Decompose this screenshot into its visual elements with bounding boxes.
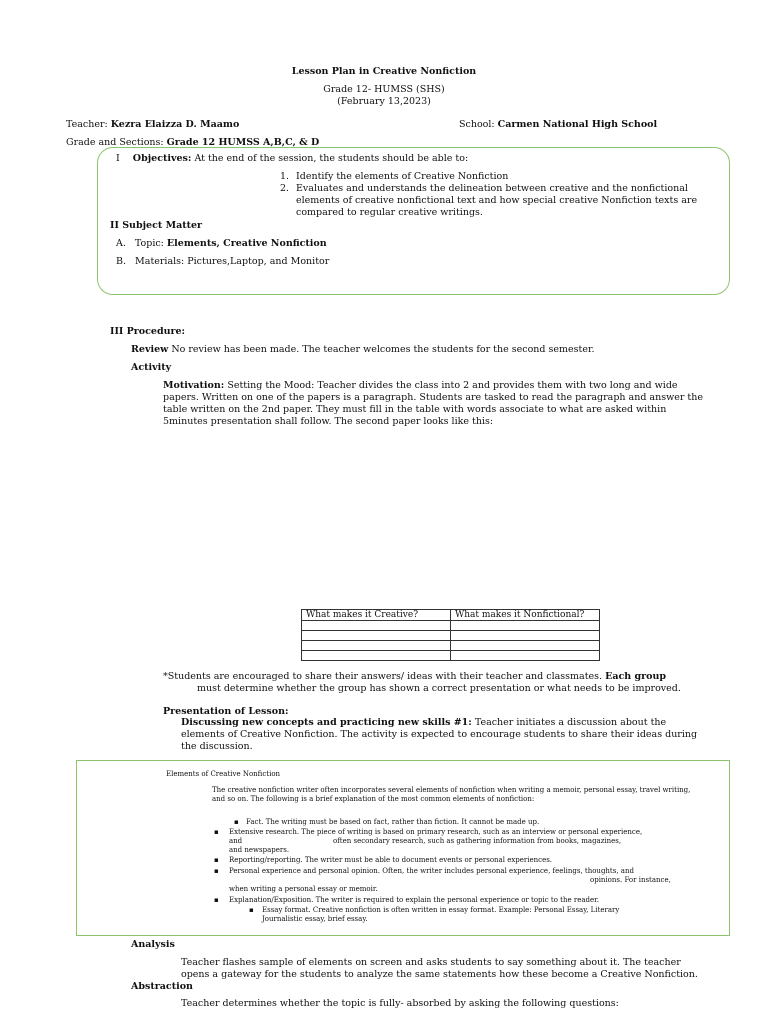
table-cell xyxy=(451,621,600,631)
share-line-2: must determine whether the group has shown a correct presentation or what needs to be improved. xyxy=(197,683,681,694)
analysis-text-2: opens a gateway for the students to analyze the same statements how these become a Creative Nonfiction. xyxy=(181,969,698,980)
list-item-research xyxy=(214,828,643,837)
motivation-paragraph xyxy=(163,380,703,428)
research-text-1: Extensive research. The piece of writing is based on primary research, such as an interview or personal experience, xyxy=(229,828,643,836)
analysis-heading: Analysis xyxy=(131,939,175,950)
date-line: (February 13,2023) xyxy=(337,96,431,107)
objective-item-1: Identify the elements of Creative Nonfiction xyxy=(296,171,509,182)
personal-text-2: opinions. For instance, xyxy=(590,876,671,884)
table-cell xyxy=(451,651,600,661)
bullet-icon: ▪ xyxy=(214,896,219,904)
objectives-line xyxy=(116,153,468,164)
table-cell xyxy=(302,651,451,661)
explanation-text: Explanation/Exposition. The writer is required to explain the personal experience or topic to the reader. xyxy=(229,896,599,904)
research-text-2: often secondary research, such as gathering information from books, magazines, xyxy=(333,837,622,845)
topic-line xyxy=(116,238,327,249)
review-label: Review xyxy=(131,344,169,355)
motivation-text: Setting the Mood: Teacher divides the class into 2 and provides them with two long and wide papers. Written on one of the papers is a paragraph. Students are tasked to read the paragraph and answer the table written on the 2nd paper. They must fill in the table with words associate to what are asked within 5minutes presentation shall follow. The second paper looks like this: xyxy=(163,380,703,427)
presentation-heading: Presentation of Lesson: xyxy=(163,706,289,717)
topic-marker: A. xyxy=(116,238,126,249)
topic-label: Topic: xyxy=(134,238,164,249)
elements-heading: Elements of Creative Nonfiction xyxy=(166,770,281,778)
table-row xyxy=(302,641,600,651)
table-cell xyxy=(302,621,451,631)
table-row xyxy=(302,621,600,631)
objective-number-1: 1. xyxy=(280,171,290,182)
grade-value: Grade 12 HUMSS A,B,C, & D xyxy=(166,137,320,148)
discussing-text: Teacher initiates a discussion about the elements of Creative Nonfiction. The activity is expected to encourage students to share their ideas during the discussion. xyxy=(181,717,698,752)
grade-line: Grade 12- HUMSS (SHS) xyxy=(323,84,445,95)
bullet-icon: ▪ xyxy=(214,867,219,875)
table-row xyxy=(302,631,600,641)
school-label: School: xyxy=(459,119,495,130)
research-text-3: and newspapers. xyxy=(229,846,290,854)
topic-value: Elements, Creative Nonfiction xyxy=(166,238,327,249)
table-cell xyxy=(302,631,451,641)
procedure-heading: III Procedure: xyxy=(110,326,186,337)
materials-line xyxy=(116,256,329,267)
list-item-essay xyxy=(249,906,620,915)
review-line xyxy=(131,344,594,355)
school-name: Carmen National High School xyxy=(497,119,658,130)
grade-label: Grade and Sections: xyxy=(66,137,164,148)
materials-text: Materials: Pictures,Laptop, and Monitor xyxy=(135,256,330,267)
school-line xyxy=(459,119,657,130)
teacher-name: Kezra Elaizza D. Maamo xyxy=(110,119,240,130)
materials-marker: B. xyxy=(116,256,127,267)
objective-number-2: 2. xyxy=(280,183,290,194)
reporting-text: Reporting/reporting. The writer must be able to document events or personal experiences. xyxy=(229,856,553,864)
share-bold: Each group xyxy=(605,671,667,682)
table-cell xyxy=(451,641,600,651)
bullet-icon: ▪ xyxy=(234,818,239,826)
discussing-label: Discussing new concepts and practicing new skills #1: xyxy=(181,717,472,728)
elements-intro: The creative nonfiction writer often incorporates several elements of nonfiction when writing a memoir, personal essay, travel writing, and so on. The following is a brief explanation of the most common elements of nonfiction: xyxy=(212,786,691,803)
teacher-line xyxy=(66,119,239,130)
table-row xyxy=(302,651,600,661)
bullet-icon: ▪ xyxy=(214,828,219,836)
table-cell xyxy=(302,641,451,651)
review-text: No review has been made. The teacher welcomes the students for the second semester. xyxy=(171,344,595,355)
essay-text-1: Essay format. Creative nonfiction is often written in essay format. Example: Personal Essay, Literary xyxy=(262,906,620,914)
bullet-icon: ▪ xyxy=(214,856,219,864)
table-header-creative: What makes it Creative? xyxy=(302,610,451,621)
personal-text-3: when writing a personal essay or memoir. xyxy=(229,885,378,893)
table-header-nonfictional: What makes it Nonfictional? xyxy=(451,610,600,621)
activity-heading: Activity xyxy=(131,362,172,373)
motivation-label: Motivation: xyxy=(163,380,225,391)
table-cell xyxy=(451,631,600,641)
objectives-intro: At the end of the session, the students should be able to: xyxy=(194,153,469,164)
share-line-1 xyxy=(163,671,703,682)
table-header-row xyxy=(302,610,600,621)
essay-text-2: Journalistic essay, brief essay. xyxy=(262,915,368,923)
bullet-icon: ▪ xyxy=(249,906,254,914)
creative-nonfiction-table xyxy=(301,609,600,661)
share-text-1: *Students are encouraged to share their answers/ ideas with their teacher and classmates. xyxy=(163,671,603,682)
list-item-personal xyxy=(214,867,634,876)
subject-matter-heading: II Subject Matter xyxy=(110,220,203,231)
document-title: Lesson Plan in Creative Nonfiction xyxy=(291,66,477,77)
list-item-fact xyxy=(234,818,540,827)
objectives-label: Objectives: xyxy=(132,153,192,164)
personal-text-1: Personal experience and personal opinion. Often, the writer includes personal experience, feelings, thoughts, and xyxy=(229,867,634,875)
abstraction-text: Teacher determines whether the topic is fully- absorbed by asking the following questions: xyxy=(181,998,619,1009)
fact-text: Fact. The writing must be based on fact, rather than fiction. It cannot be made up. xyxy=(246,818,540,826)
analysis-text-1: Teacher flashes sample of elements on screen and asks students to say something about it. The teacher xyxy=(181,957,681,968)
research-and: and xyxy=(229,837,243,845)
objectives-numeral: I xyxy=(116,153,120,164)
list-item-explanation xyxy=(214,896,599,905)
objective-item-2: Evaluates and understands the delineation between creative and the nonfictional elements of creative nonfictional text and how special creative Nonfiction texts are compared to regular creative writings. xyxy=(296,183,698,218)
list-item-reporting xyxy=(214,856,553,865)
discussing-paragraph xyxy=(181,717,706,753)
abstraction-heading: Abstraction xyxy=(131,981,193,992)
teacher-label: Teacher: xyxy=(66,119,108,130)
